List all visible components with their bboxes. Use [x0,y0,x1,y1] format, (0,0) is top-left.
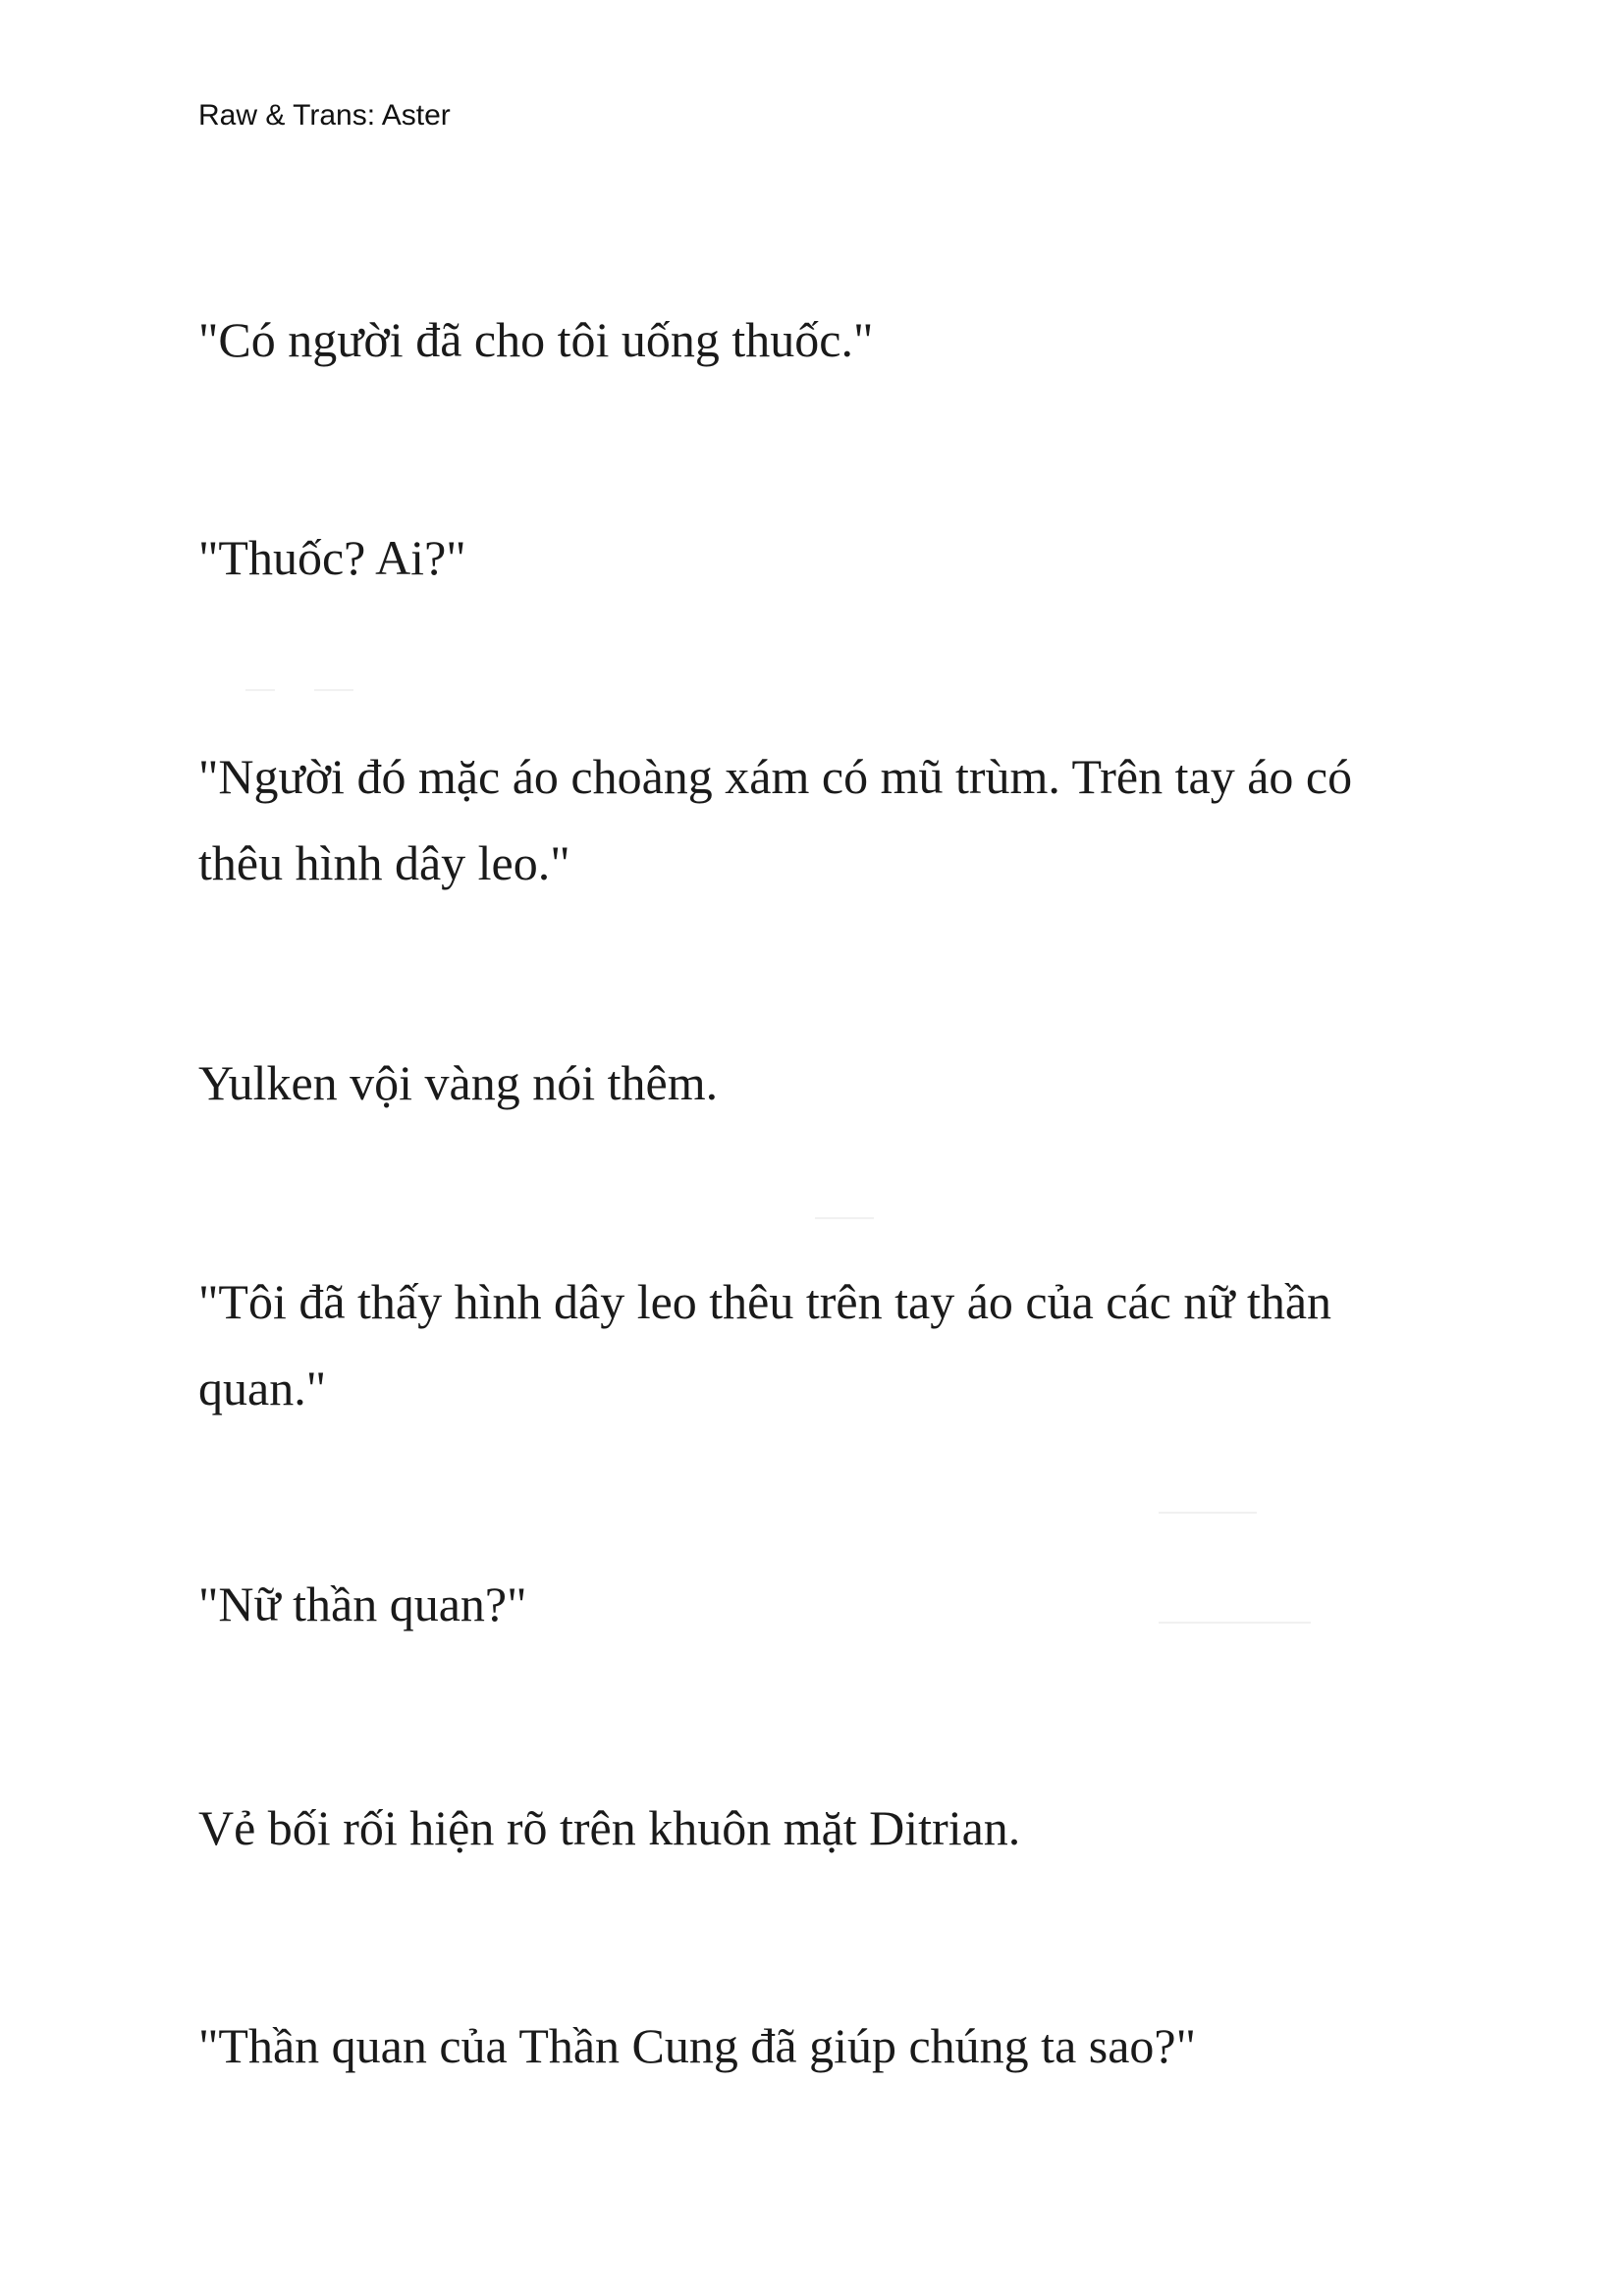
paragraph: "Thần quan của Thần Cung đã giúp chúng ta sao?" [198,2018,1197,2073]
paragraph: "Người đó mặc áo choàng xám có mũ trùm. Trên tay áo có thêu hình dây leo." [198,749,1353,890]
scan-artifact [815,1217,874,1219]
paragraph: "Nữ thần quan?" [198,1576,527,1631]
paragraph: "Tôi đã thấy hình dây leo thêu trên tay áo của các nữ thần quan." [198,1274,1332,1415]
scan-artifact [1159,1512,1257,1514]
translator-credit: Raw & Trans: Aster [198,99,451,132]
paragraph: "Thuốc? Ai?" [198,530,466,585]
scan-artifact [245,689,275,691]
scan-artifact [314,689,353,691]
paragraph: "Có người đã cho tôi uống thuốc." [198,312,874,367]
paragraph: Vẻ bối rối hiện rõ trên khuôn mặt Ditrian. [198,1800,1021,1855]
paragraph: Yulken vội vàng nói thêm. [198,1055,719,1110]
scan-artifact [1159,1622,1311,1624]
